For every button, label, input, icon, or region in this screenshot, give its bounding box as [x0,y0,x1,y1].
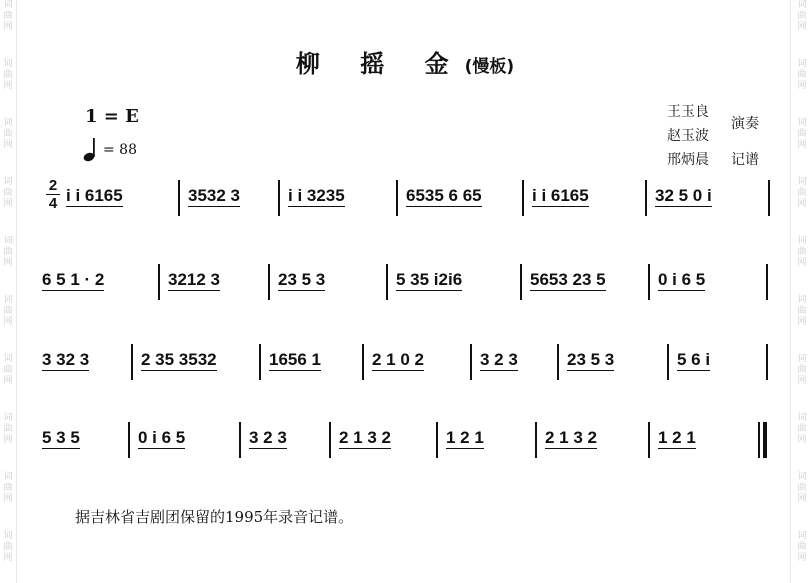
bar-line [758,422,760,458]
transcriber-role: 记谱 [731,152,759,168]
watermark-char: 词 [797,236,807,246]
key-signature: 1 = E [85,106,139,127]
watermark-char: 曲 [797,365,807,375]
watermark-char: 曲 [3,70,13,80]
bar-line [128,422,130,458]
bar-line [645,180,647,216]
bar-line [396,180,398,216]
bar-line [667,344,669,380]
watermark-char: 词 [3,531,13,541]
bar-line [535,422,537,458]
watermark-char: 网 [797,494,807,504]
watermark-char: 词 [797,354,807,364]
measure-notes: 5 35 i2i6 [396,270,463,289]
bar-line [648,422,650,458]
watermark-char: 曲 [3,424,13,434]
measure [42,428,80,448]
watermark-char: 词 [3,295,13,305]
watermark-char: 网 [3,494,13,504]
measure [532,186,589,206]
measure-notes: 2 35 3532 [141,350,217,369]
measure [288,186,345,206]
measure-notes: i i 6165 [66,186,123,205]
final-bar-line [763,422,767,458]
measure [66,186,123,206]
performers-role: 演奏 [731,116,759,132]
transcriber: 邢炳晨 [667,152,709,168]
watermark-char: 词 [3,354,13,364]
watermark-char: 曲 [797,129,807,139]
tempo-marking: (慢板) [464,57,515,77]
watermark-char: 网 [3,140,13,150]
measure [188,186,240,206]
watermark-char: 词 [3,413,13,423]
bar-line [766,344,768,380]
song-title: 柳 摇 金 [295,50,465,78]
measure-notes: 2 1 0 2 [372,350,424,369]
measure [372,350,424,370]
watermark-char: 曲 [3,365,13,375]
bar-line [557,344,559,380]
measure-notes: 5 6 i [677,350,711,369]
watermark-char: 网 [3,553,13,563]
measure [406,186,482,206]
watermark-char: 网 [3,199,13,209]
quarter-note-icon [83,136,99,162]
measure [278,270,325,290]
watermark-char: 词 [797,472,807,482]
left-margin-rule [16,0,17,583]
measure-notes: 23 5 3 [567,350,615,369]
watermark-char: 曲 [797,70,807,80]
measure [339,428,391,448]
measure-notes: 6535 6 65 [406,186,482,205]
performer-1: 王玉良 [667,104,709,120]
watermark-char: 网 [3,317,13,327]
measure [530,270,606,290]
watermark-char: 网 [797,22,807,32]
tempo-bpm: = 88 [103,142,137,158]
watermark-char: 网 [797,199,807,209]
watermark-char: 曲 [797,188,807,198]
watermark-char: 词 [797,118,807,128]
measure [141,350,217,370]
watermark-char: 词 [797,413,807,423]
bar-line [768,180,770,216]
bar-line [362,344,364,380]
watermark-char: 词 [797,295,807,305]
watermark-left [1,0,15,583]
time-signature [46,178,60,211]
watermark-char: 曲 [797,306,807,316]
measure [42,350,89,370]
watermark-char: 词 [3,177,13,187]
measure-notes: 3212 3 [168,270,220,289]
bar-line [766,264,768,300]
watermark-char: 词 [797,59,807,69]
watermark-char: 词 [3,118,13,128]
measure-notes: 2 1 3 2 [339,428,391,447]
bar-line [239,422,241,458]
watermark-char: 词 [3,472,13,482]
watermark-char: 曲 [3,306,13,316]
measure-notes: 23 5 3 [278,270,326,289]
measure [658,428,696,448]
bar-line [278,180,280,216]
watermark-char: 网 [3,81,13,91]
measure-notes: 2 1 3 2 [545,428,597,447]
bar-line [522,180,524,216]
watermark-char: 曲 [797,424,807,434]
watermark-char: 网 [797,435,807,445]
measure-notes: 1 2 1 [446,428,484,447]
measure [396,270,462,290]
measure [168,270,220,290]
bar-line [268,264,270,300]
watermark-char: 曲 [3,188,13,198]
watermark-char: 网 [3,22,13,32]
measure-notes: 6 5 1 · 2 [42,270,105,289]
bar-line [158,264,160,300]
watermark-char: 曲 [3,247,13,257]
source-note: 据吉林省吉剧团保留的1995年录音记谱。 [75,508,354,526]
time-signature-denominator: 4 [48,195,58,212]
watermark-char: 网 [3,376,13,386]
measure-notes: i i 6165 [532,186,589,205]
watermark-char: 网 [797,81,807,91]
watermark-char: 词 [3,0,13,10]
watermark-char: 词 [797,531,807,541]
measure [567,350,614,370]
measure [138,428,185,448]
measure [446,428,484,448]
watermark-char: 曲 [797,483,807,493]
measure-notes: 0 i 6 5 [138,428,186,447]
watermark-char: 词 [3,236,13,246]
watermark-char: 网 [797,376,807,386]
watermark-char: 网 [797,317,807,327]
measure-notes: 0 i 6 5 [658,270,706,289]
measure [677,350,710,370]
tempo-indicator [83,136,153,162]
bar-line [131,344,133,380]
measure-notes: 5653 23 5 [530,270,606,289]
bar-line [386,264,388,300]
performer-2: 赵玉波 [667,128,709,144]
measure [545,428,597,448]
watermark-char: 词 [3,59,13,69]
bar-line [520,264,522,300]
bar-line [259,344,261,380]
right-margin-rule [790,0,791,583]
measure [480,350,518,370]
watermark-char: 网 [797,258,807,268]
measure [249,428,287,448]
measure-notes: 5 3 5 [42,428,80,447]
watermark-char: 曲 [797,247,807,257]
watermark-char: 词 [797,0,807,10]
measure-notes: 3 2 3 [480,350,518,369]
measure-notes: 32 5 0 i [655,186,712,205]
bar-line [470,344,472,380]
watermark-char: 曲 [3,483,13,493]
measure [269,350,321,370]
measure [42,270,104,290]
bar-line [648,264,650,300]
measure-notes: i i 3235 [288,186,345,205]
measure-notes: 3532 3 [188,186,240,205]
watermark-char: 曲 [797,11,807,21]
measure-notes: 1 2 1 [658,428,696,447]
measure-notes: 3 32 3 [42,350,90,369]
bar-line [178,180,180,216]
time-signature-numerator: 2 [48,177,58,194]
watermark-char: 曲 [797,542,807,552]
bar-line [436,422,438,458]
watermark-right [795,0,809,583]
watermark-char: 网 [797,140,807,150]
score-title [0,44,810,79]
measure-notes: 3 2 3 [249,428,287,447]
watermark-char: 曲 [3,542,13,552]
measure [655,186,712,206]
measure-notes: 1656 1 [269,350,321,369]
watermark-char: 词 [797,177,807,187]
watermark-char: 网 [3,258,13,268]
watermark-char: 曲 [3,11,13,21]
measure [658,270,705,290]
watermark-char: 网 [3,435,13,445]
watermark-char: 曲 [3,129,13,139]
bar-line [329,422,331,458]
watermark-char: 网 [797,553,807,563]
